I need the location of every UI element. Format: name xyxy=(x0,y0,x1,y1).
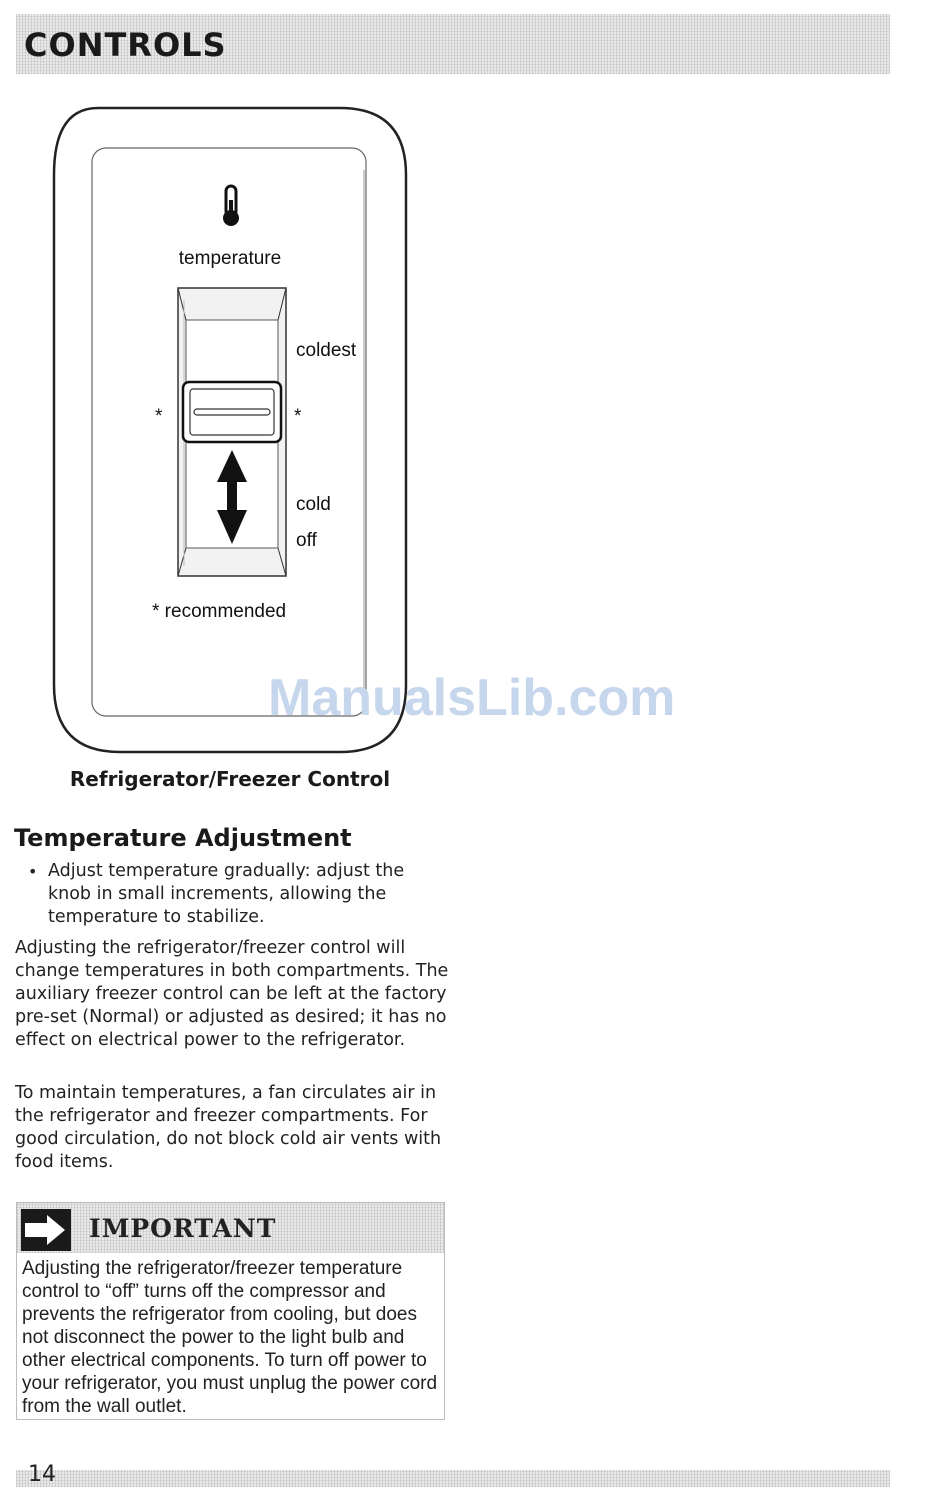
paragraph: Adjusting the refrigerator/freezer control will change temperatures in both compartments. The auxiliary freezer control can be left at the factory pre-set (Normal) or adjusted as desired; it has no effect on electrical power to the refrigerator. xyxy=(15,938,449,1050)
bullet-list xyxy=(26,860,446,929)
important-title: IMPORTANT xyxy=(89,1214,277,1243)
label-cold: cold xyxy=(296,494,331,515)
arrow-right-icon xyxy=(21,1209,71,1251)
bullet-icon: • xyxy=(28,862,38,881)
list-item xyxy=(26,860,446,929)
asterisk-right: * xyxy=(294,406,302,427)
asterisk-left: * xyxy=(155,406,163,427)
page-number: 14 xyxy=(28,1462,56,1487)
label-temperature: temperature xyxy=(178,248,282,269)
control-panel-figure xyxy=(40,100,420,765)
footer-bar xyxy=(16,1470,890,1487)
watermark: ManualsLib.com xyxy=(268,669,676,727)
slider-knob xyxy=(183,382,281,442)
page-title: CONTROLS xyxy=(24,26,227,64)
paragraph: To maintain temperatures, a fan circulates air in the refrigerator and freezer compartments. For good circulation, do not block cold air vents with food items. xyxy=(15,1083,442,1172)
label-coldest: coldest xyxy=(296,340,357,361)
important-notice xyxy=(16,1202,445,1420)
thermometer-icon xyxy=(223,186,239,226)
figure-caption: Refrigerator/Freezer Control xyxy=(69,767,391,791)
label-off: off xyxy=(296,530,317,551)
list-item-text: Adjust temperature gradually: adjust the knob in small increments, allowing the temperature to stabilize. xyxy=(48,861,405,927)
important-text: Adjusting the refrigerator/freezer temperature control to “off” turns off the compressor and prevents the refrigerator from cooling, but does not disconnect the power to the light bulb and other electrical components. To turn off power to your refrigerator, you must unplug the power cord from the wall outlet. xyxy=(22,1258,438,1417)
section-heading: Temperature Adjustment xyxy=(14,824,352,852)
recommended-note: * recommended xyxy=(152,601,287,622)
